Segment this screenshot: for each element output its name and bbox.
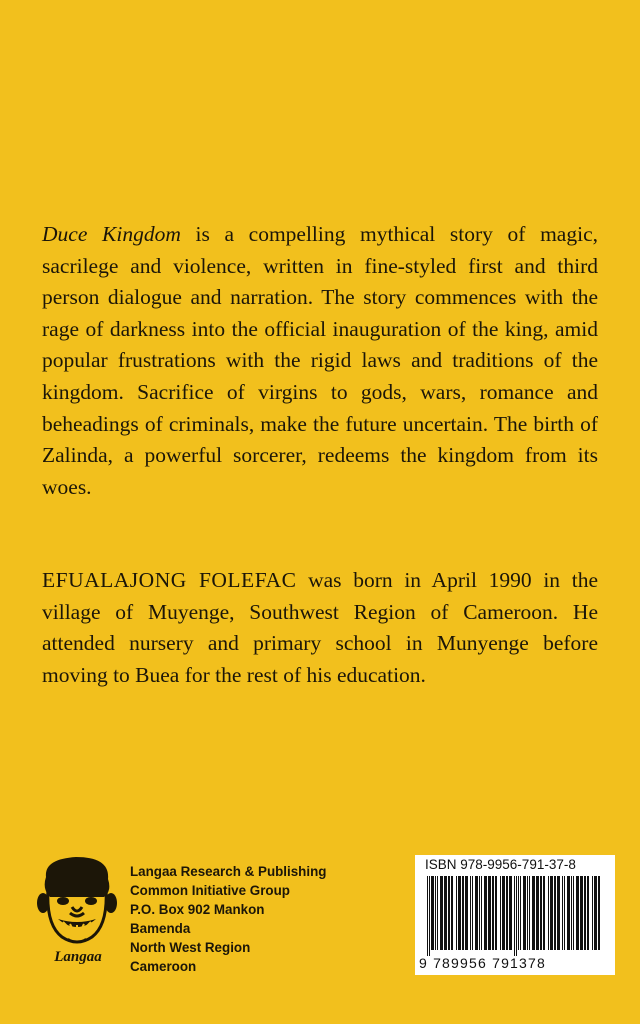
barcode-bar: [484, 876, 487, 950]
barcode-bar: [543, 876, 545, 950]
barcode-bar: [440, 876, 443, 950]
barcode-bar: [573, 876, 574, 950]
barcode-bar: [567, 876, 570, 950]
barcode-bar: [592, 876, 593, 950]
book-title: Duce Kingdom: [42, 222, 181, 246]
publisher-line: Bamenda: [130, 921, 191, 936]
publisher-line: North West Region: [130, 940, 251, 955]
barcode-bar: [451, 876, 453, 950]
barcode-bar: [540, 876, 542, 950]
logo-wordmark: Langaa: [54, 949, 102, 965]
publisher-address: [130, 862, 326, 976]
author-bio: [42, 565, 598, 691]
barcode-bar: [458, 876, 461, 950]
barcode-guard: [427, 876, 428, 956]
publisher-line: P.O. Box 902 Mankon: [130, 902, 265, 917]
barcode-bar: [523, 876, 526, 950]
barcode-bar: [462, 876, 464, 950]
barcode-bar: [495, 876, 497, 950]
barcode-bar: [431, 876, 434, 950]
barcode-bar: [557, 876, 560, 950]
bio-text: was born in April 1990 in the village of Muyenge, Southwest Region of Cameroon. He attended nursery and primary school in Munyenge before moving to Buea for the rest of his education.: [42, 568, 598, 687]
barcode-bar: [550, 876, 553, 950]
barcode-bar: [536, 876, 539, 950]
barcode-bar: [587, 876, 589, 950]
isbn-label: ISBN 978-9956-791-37-8: [425, 857, 576, 872]
barcode-guard: [429, 876, 430, 956]
barcode-bars: [425, 876, 605, 956]
barcode-bar: [564, 876, 565, 950]
mask-face-icon: [34, 855, 120, 953]
barcode-bar: [481, 876, 482, 950]
barcode-bar: [506, 876, 508, 950]
barcode-bar: [529, 876, 530, 950]
barcode-bar: [509, 876, 512, 950]
barcode-bar: [444, 876, 447, 950]
barcode-bar: [448, 876, 450, 950]
barcode-bar: [571, 876, 572, 950]
barcode-bar: [562, 876, 563, 950]
barcode-bar: [598, 876, 600, 950]
publisher-line: Langaa Research & Publishing: [130, 864, 327, 879]
barcode-bar: [456, 876, 457, 950]
barcode-bar: [465, 876, 468, 950]
barcode-digits: 9 789956 791378: [419, 955, 546, 971]
barcode-bar: [576, 876, 579, 950]
barcode-bar: [548, 876, 549, 950]
barcode-bar: [520, 876, 521, 950]
author-name: EFUALAJONG FOLEFAC: [42, 568, 297, 592]
barcode-panel: [415, 855, 615, 975]
barcode-bar: [527, 876, 528, 950]
barcode-bar: [475, 876, 478, 950]
barcode-bar: [492, 876, 494, 950]
barcode-bar: [479, 876, 480, 950]
barcode-bar: [554, 876, 556, 950]
publisher-logo: [34, 855, 120, 973]
barcode-bar: [472, 876, 473, 950]
barcode-bar: [470, 876, 471, 950]
barcode-bar: [437, 876, 438, 950]
barcode-guard: [516, 876, 517, 956]
barcode-bar: [594, 876, 597, 950]
blurb-text: is a compelling mythical story of magic, sacrilege and violence, written in fine-styled first and third person dialogue and narration. The story commences with the rage of darkness into the official inauguration of the king, amid popular frustrations with the rigid laws and traditions of the kingdom. Sacrifice of virgins to gods, wars, romance and beheadings of criminals, make the future uncertain. The birth of Zalinda, a powerful sorcerer, redeems the kingdom from its woes.: [42, 222, 598, 499]
barcode-bar: [584, 876, 586, 950]
publisher-line: Cameroon: [130, 959, 197, 974]
barcode-bar: [502, 876, 505, 950]
barcode-bar: [518, 876, 519, 950]
barcode-bar: [435, 876, 436, 950]
publisher-line: Common Initiative Group: [130, 883, 290, 898]
barcode-bar: [580, 876, 583, 950]
barcode-guard: [514, 876, 515, 956]
barcode-bar: [532, 876, 535, 950]
barcode-bar: [500, 876, 501, 950]
barcode-bar: [488, 876, 491, 950]
book-blurb: [42, 219, 598, 503]
